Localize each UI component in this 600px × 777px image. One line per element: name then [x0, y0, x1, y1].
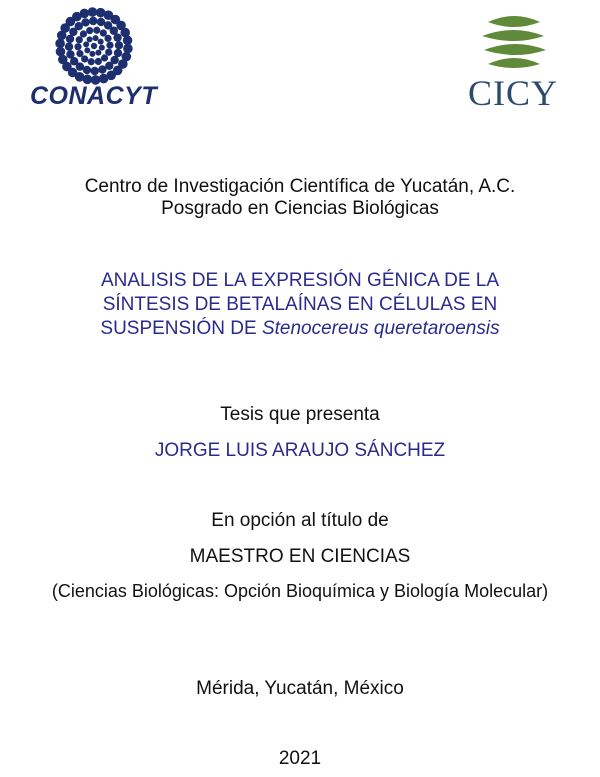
conacyt-dot — [95, 58, 102, 65]
institution-name: Centro de Investigación Científica de Yucatán, A.C. — [84, 176, 516, 197]
conacyt-dot — [56, 47, 66, 57]
conacyt-dot — [93, 35, 99, 41]
year: 2021 — [278, 748, 322, 769]
conacyt-dot — [98, 65, 106, 73]
conacyt-dot — [101, 54, 108, 61]
program-name: Posgrado en Ciencias Biológicas — [161, 198, 439, 219]
conacyt-dot — [115, 41, 123, 49]
conacyt-dot — [98, 39, 104, 45]
author-name: JORGE LUIS ARAUJO SÁNCHEZ — [154, 440, 446, 461]
conacyt-dot — [88, 7, 98, 17]
conacyt-dot — [114, 49, 122, 57]
presenter-label: Tesis que presenta — [220, 404, 380, 425]
conacyt-dot — [55, 39, 65, 49]
thesis-title-line-1: ANALISIS DE LA EXPRESIÓN GÉNICA DE LA — [100, 270, 500, 291]
conacyt-dot — [76, 50, 83, 57]
conacyt-dot — [89, 17, 97, 25]
conacyt-dot — [83, 41, 89, 47]
thesis-title-line-3 — [0, 318, 600, 340]
conacyt-dot — [118, 59, 128, 69]
conacyt-dot — [89, 51, 95, 57]
conacyt-dot — [123, 44, 133, 54]
degree-title: MAESTRO EN CIENCIAS — [189, 546, 411, 567]
conacyt-dot — [65, 43, 73, 51]
conacyt-dot — [91, 67, 99, 75]
location: Mérida, Yucatán, México — [196, 678, 404, 699]
conacyt-dot — [76, 36, 83, 43]
conacyt-dot — [105, 49, 112, 56]
conacyt-dot — [81, 18, 89, 26]
conacyt-dot — [95, 50, 101, 56]
conacyt-dot — [99, 45, 105, 51]
thesis-title-line-2: SÍNTESIS DE BETALAÍNAS EN CÉLULAS EN — [102, 294, 498, 315]
conacyt-dot — [84, 47, 90, 53]
conacyt-dot — [74, 43, 81, 50]
conacyt-dot — [93, 27, 100, 34]
degree-specialty: (Ciencias Biológicas: Opción Bioquímica y Biología Molecular) — [51, 581, 549, 601]
species-name: Stenocereus queretaroensis — [261, 318, 500, 339]
cicy-wordmark: CICY — [468, 73, 559, 113]
conacyt-dot — [66, 50, 74, 58]
conacyt-wordmark: CONACYT — [30, 82, 158, 110]
conacyt-dot — [80, 30, 87, 37]
conacyt-dot — [87, 36, 93, 42]
conacyt-dots-emblem — [55, 7, 132, 85]
thesis-title-prefix: SUSPENSIÓN DE — [100, 318, 257, 339]
conacyt-dot — [104, 35, 111, 42]
conacyt-dot — [80, 9, 90, 19]
conacyt-dot — [86, 27, 93, 34]
conacyt-dot — [106, 42, 113, 49]
conacyt-dot — [113, 33, 121, 41]
conacyt-dot — [91, 43, 97, 49]
cicy-leaves-emblem — [482, 16, 546, 68]
conacyt-dot — [88, 58, 95, 65]
degree-label: En opción al título de — [211, 510, 389, 531]
conacyt-dot — [123, 36, 133, 46]
